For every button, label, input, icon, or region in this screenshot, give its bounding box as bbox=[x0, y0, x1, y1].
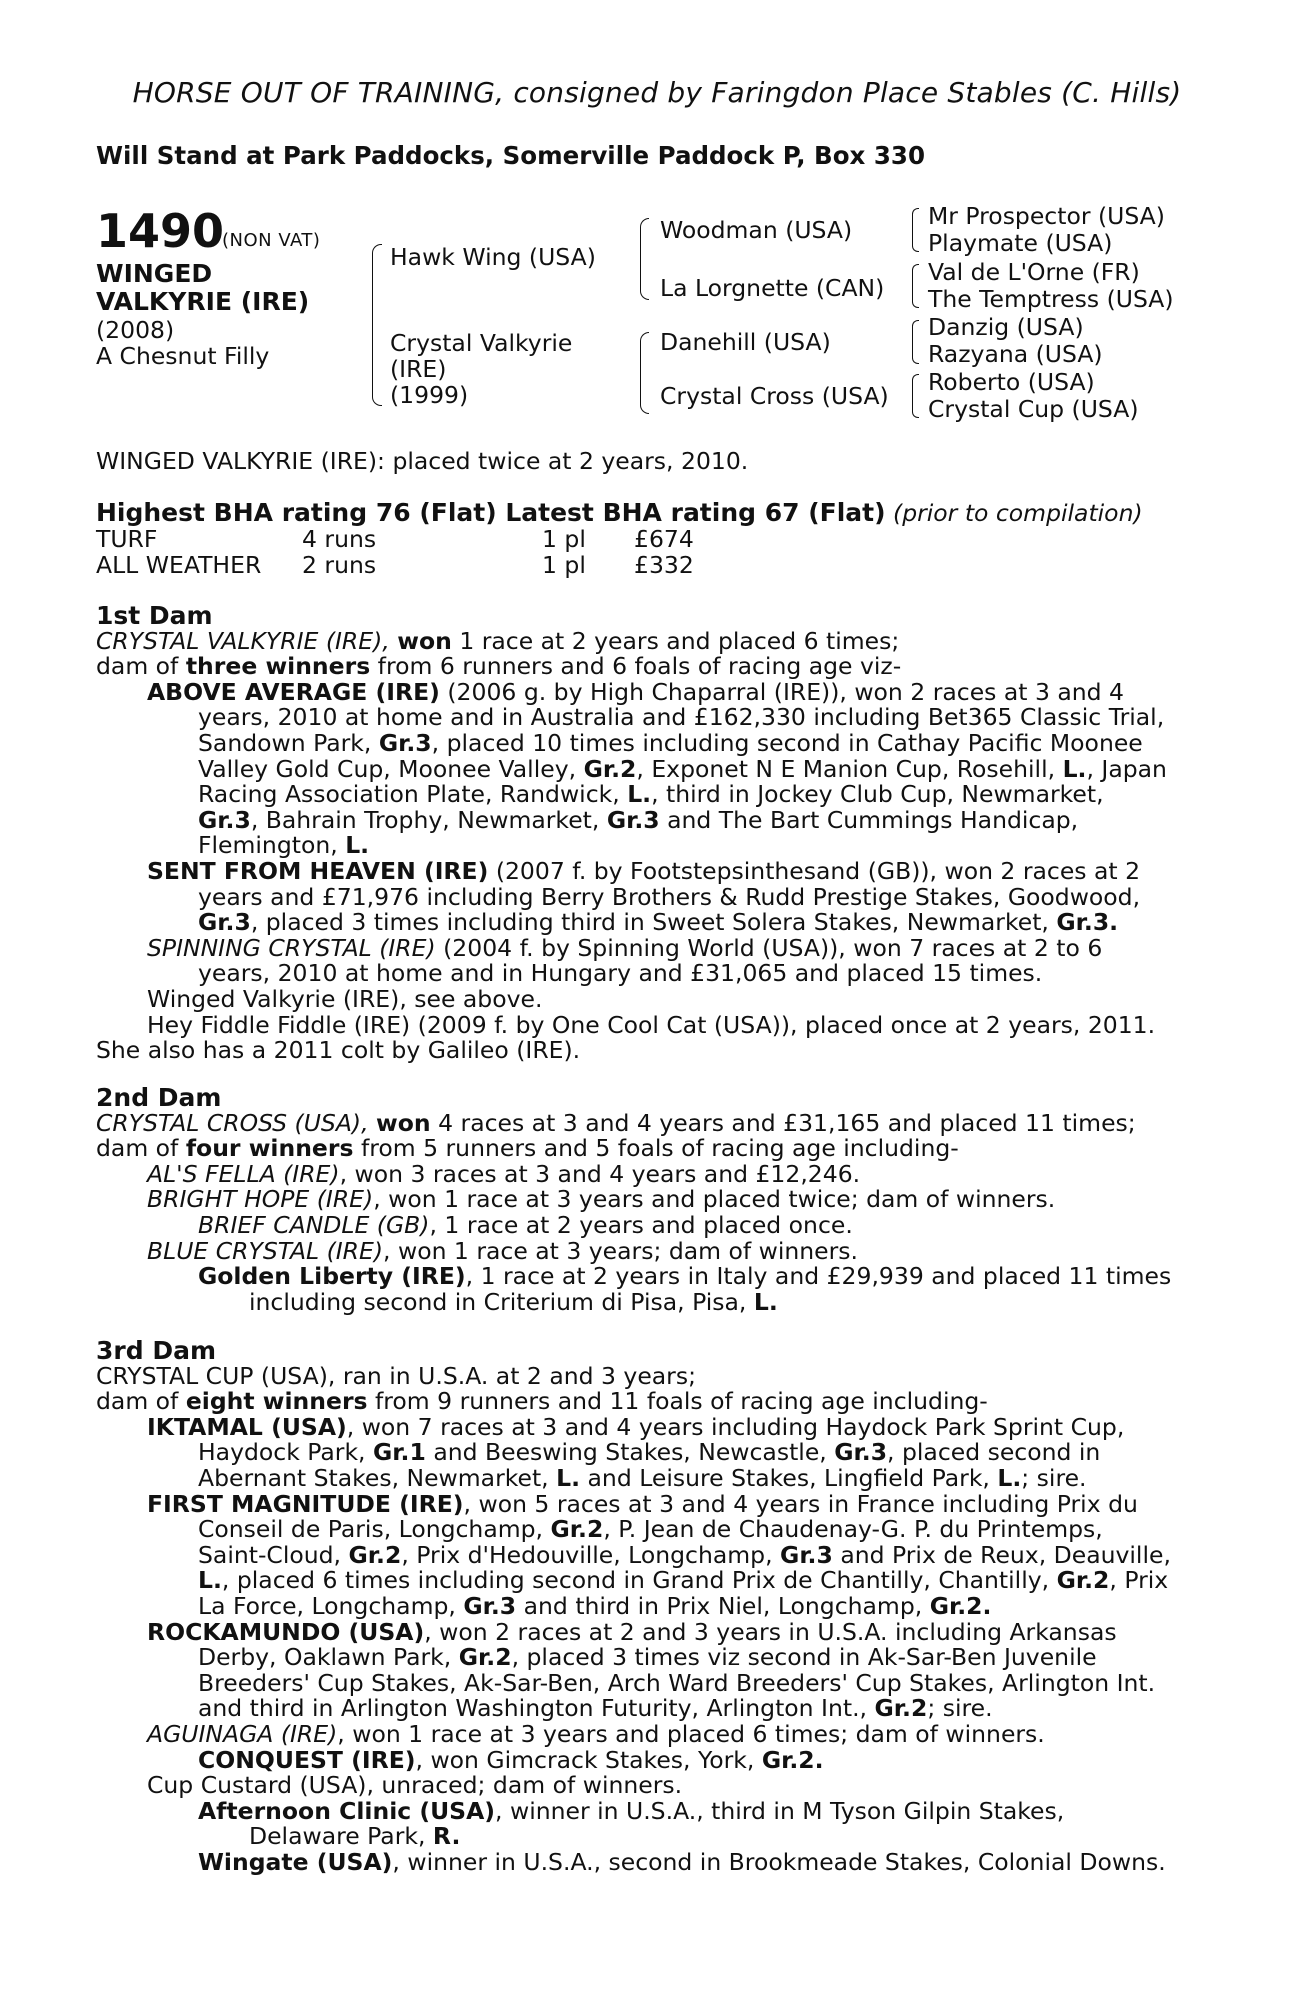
text: , Prix d'Hedouville, Longchamp, bbox=[401, 1540, 773, 1569]
progeny-detail bbox=[96, 728, 1206, 757]
text: (2007 f. by Footstepsinthesand (GB)), won 2 races at 2 bbox=[495, 856, 1141, 885]
text: Valley Gold Cup, Moonee Valley, bbox=[198, 754, 577, 783]
lot-number: 1490 bbox=[96, 204, 225, 258]
progeny-name: SPINNING CRYSTAL (IRE) bbox=[147, 933, 436, 962]
progeny-entry bbox=[96, 1159, 1206, 1188]
horse-name-line1: WINGED bbox=[96, 259, 213, 288]
pedigree-dsd: Razyana (USA) bbox=[928, 340, 1103, 368]
progeny-entry bbox=[96, 1489, 1206, 1518]
text: dam of bbox=[96, 1134, 179, 1163]
text: from 6 runners and 6 foals of racing age viz- bbox=[377, 652, 902, 681]
progeny-name: IKTAMAL (USA) bbox=[147, 1412, 347, 1441]
progeny-entry: Cup Custard (USA), unraced; dam of winners. bbox=[147, 1771, 683, 1800]
dam-name: CRYSTAL CROSS (USA), bbox=[96, 1108, 369, 1137]
progeny-entry: Winged Valkyrie (IRE), see above. bbox=[147, 984, 543, 1013]
pedigree-sss: Mr Prospector (USA) bbox=[928, 202, 1165, 230]
progeny-entry bbox=[96, 856, 1206, 885]
grade: L. bbox=[556, 1463, 581, 1492]
table-row bbox=[96, 527, 694, 553]
text: , won 3 races at 3 and 4 years and £12,246. bbox=[339, 1159, 861, 1188]
winners-count: three winners bbox=[185, 652, 371, 681]
grade: Gr.3 bbox=[834, 1438, 888, 1467]
progeny-name: CONQUEST (IRE) bbox=[198, 1745, 416, 1774]
pedigree-dss: Danzig (USA) bbox=[928, 313, 1084, 341]
text: and third in Prix Niel, Longchamp, bbox=[523, 1591, 923, 1620]
grade: Gr.2 bbox=[458, 1643, 512, 1672]
text: , placed 10 times including second in Cathay Pacific Moonee bbox=[431, 728, 1143, 757]
progeny-detail bbox=[96, 1668, 1206, 1697]
grade: Gr.2 bbox=[583, 754, 637, 783]
progeny-name: AGUINAGA (IRE) bbox=[147, 1719, 338, 1748]
progeny-name: ABOVE AVERAGE (IRE) bbox=[147, 677, 440, 706]
grade: L. bbox=[1062, 754, 1087, 783]
section-heading: 1st Dam bbox=[96, 601, 213, 630]
progeny-name: AL'S FELLA (IRE) bbox=[147, 1159, 340, 1188]
consignor-header: HORSE OUT OF TRAINING, consigned by Faringdon Place Stables (C. Hills) bbox=[132, 76, 1182, 109]
pedigree-ddd: Crystal Cup (USA) bbox=[928, 395, 1139, 423]
progeny-entry bbox=[96, 1187, 1206, 1213]
text: , winner in U.S.A., second in Brookmeade Stakes, Colonial Downs. bbox=[392, 1847, 1166, 1876]
third-dam-section bbox=[96, 1338, 1206, 1875]
bha-ratings bbox=[96, 500, 1206, 527]
text: (2004 f. by Spinning World (USA)), won 7 races at 2 to 6 bbox=[443, 933, 1103, 962]
pedigree-brace bbox=[912, 264, 919, 308]
progeny-name: Golden Liberty (IRE) bbox=[198, 1262, 466, 1291]
text: Derby, Oaklawn Park, bbox=[198, 1643, 452, 1672]
text: , 1 race at 2 years and placed once. bbox=[429, 1210, 853, 1239]
progeny-entry bbox=[96, 1796, 1206, 1825]
progeny-name: ROCKAMUNDO (USA) bbox=[147, 1617, 425, 1646]
first-dam-section bbox=[96, 603, 1206, 1064]
text: dam of bbox=[96, 1387, 179, 1416]
progeny-entry bbox=[96, 933, 1206, 962]
grade: Gr.3. bbox=[1056, 908, 1119, 937]
dam-intro bbox=[96, 626, 1206, 655]
grade: L. bbox=[198, 1566, 222, 1595]
winners-count: four winners bbox=[185, 1134, 354, 1163]
pedigree-brace bbox=[640, 332, 649, 414]
grade: Gr.1 bbox=[373, 1438, 426, 1467]
progeny-detail bbox=[96, 1568, 1206, 1594]
pedigree-brace bbox=[372, 244, 382, 406]
progeny-name: BRIGHT HOPE (IRE) bbox=[147, 1185, 374, 1214]
text: ; sire. bbox=[927, 1694, 993, 1723]
progeny-name: BRIEF CANDLE (GB) bbox=[198, 1210, 430, 1239]
grade: L. bbox=[997, 1463, 1022, 1492]
race-record-table bbox=[96, 527, 694, 578]
bha-rating-text: Highest BHA rating 76 (Flat) Latest BHA rating 67 (Flat) bbox=[96, 498, 886, 527]
progeny-detail bbox=[96, 1696, 1206, 1722]
text: ; sire. bbox=[1021, 1463, 1087, 1492]
grade: Gr.3 bbox=[606, 805, 660, 834]
text: Racing Association Plate, Randwick, bbox=[198, 780, 620, 809]
text: including second in Criterium di Pisa, Pisa, bbox=[249, 1287, 747, 1316]
second-dam-section bbox=[96, 1085, 1206, 1315]
progeny-detail bbox=[96, 1645, 1206, 1671]
progeny-name: Afternoon Clinic (USA) bbox=[198, 1796, 496, 1825]
text: years and £71,976 including Berry Brothers & Rudd Prestige Stakes, Goodwood, bbox=[198, 882, 1141, 911]
progeny-detail bbox=[96, 1517, 1206, 1543]
grade: L. bbox=[345, 831, 370, 860]
text: years, 2010 at home and in Hungary and £31,065 and placed 15 times. bbox=[198, 959, 1043, 988]
won-label: won bbox=[376, 1108, 431, 1137]
placed-cell: 1 pl bbox=[542, 525, 586, 553]
text: and third in Arlington Washington Futurity, Arlington Int., bbox=[198, 1694, 868, 1723]
progeny-detail bbox=[96, 805, 1206, 834]
text: Breeders' Cup Stakes, Ak-Sar-Ben, Arch Ward Breeders' Cup Stakes, Arlington Int. bbox=[198, 1668, 1156, 1697]
text: dam of bbox=[96, 652, 179, 681]
text: (2006 g. by High Chaparral (IRE)), won 2 races at 3 and 4 bbox=[447, 677, 1125, 706]
grade: Gr.2 bbox=[550, 1515, 604, 1544]
text: Saint-Cloud, bbox=[198, 1540, 342, 1569]
foaling-year: (2008) bbox=[96, 316, 175, 344]
grade: L. bbox=[627, 780, 652, 809]
progeny-detail bbox=[96, 1824, 1206, 1850]
text: , P. Jean de Chaudenay-G. P. du Printemps, bbox=[603, 1515, 1103, 1544]
pedigree-dam-sire: Danehill (USA) bbox=[660, 328, 831, 356]
progeny-detail bbox=[96, 1440, 1206, 1466]
text: , won 1 race at 3 years; dam of winners. bbox=[383, 1236, 858, 1265]
dam-intro: CRYSTAL CUP (USA), ran in U.S.A. at 2 and 3 years; bbox=[96, 1361, 697, 1390]
dam-record: 4 races at 3 and 4 years and £31,165 and placed 11 times; bbox=[438, 1108, 1136, 1137]
text: and Prix de Reux, Deauville, bbox=[840, 1540, 1171, 1569]
prize-cell: £332 bbox=[634, 550, 694, 579]
progeny-entry bbox=[96, 1847, 1206, 1876]
text: , placed second in bbox=[887, 1438, 1101, 1467]
text: , Japan bbox=[1086, 754, 1167, 783]
text: , Bahrain Trophy, Newmarket, bbox=[250, 805, 600, 834]
placed-cell: 1 pl bbox=[542, 550, 586, 579]
dam-of-line bbox=[96, 1136, 1206, 1162]
horse-name bbox=[96, 260, 336, 316]
grade: Gr.2. bbox=[929, 1591, 992, 1620]
progeny-entry bbox=[96, 677, 1206, 706]
pedigree-sdd: The Temptress (USA) bbox=[928, 285, 1174, 313]
pedigree-sire-sire: Woodman (USA) bbox=[660, 216, 853, 244]
vat-status: (NON VAT) bbox=[222, 230, 321, 251]
additional-foal: She also has a 2011 colt by Galileo (IRE). bbox=[96, 1036, 581, 1065]
grade: Gr.2 bbox=[348, 1540, 402, 1569]
progeny-entry bbox=[96, 1745, 1206, 1774]
progeny-entry bbox=[96, 1412, 1206, 1441]
text: Flemington, bbox=[198, 831, 338, 860]
text: from 5 runners and 5 foals of racing age including- bbox=[360, 1134, 959, 1163]
text: , won 5 races at 3 and 4 years in France including Prix du bbox=[463, 1489, 1138, 1518]
grade: R. bbox=[432, 1822, 461, 1851]
progeny-name: Wingate (USA) bbox=[198, 1847, 393, 1876]
text: Abernant Stakes, Newmarket, bbox=[198, 1463, 549, 1492]
section-heading: 2nd Dam bbox=[96, 1083, 222, 1112]
table-row bbox=[96, 553, 694, 579]
grade: Gr.3 bbox=[463, 1591, 517, 1620]
progeny-entry bbox=[96, 1719, 1206, 1748]
dam-record: 1 race at 2 years and placed 6 times; bbox=[459, 626, 900, 655]
progeny-detail bbox=[96, 705, 1206, 731]
progeny-name: SENT FROM HEAVEN (IRE) bbox=[147, 856, 489, 885]
progeny-detail bbox=[96, 910, 1206, 936]
stand-location: Will Stand at Park Paddocks, Somerville Paddock P, Box 330 bbox=[96, 141, 926, 170]
text: and Leisure Stakes, Lingfield Park, bbox=[587, 1463, 990, 1492]
progeny-detail bbox=[96, 1591, 1206, 1620]
pedigree-brace bbox=[640, 218, 649, 300]
text: , Prix bbox=[1109, 1566, 1169, 1595]
progeny-entry bbox=[96, 1617, 1206, 1646]
text: years, 2010 at home and in Australia and £162,330 including Bet365 Classic Trial, bbox=[198, 703, 1165, 732]
pedigree-dam-dam: Crystal Cross (USA) bbox=[660, 382, 889, 410]
surface-cell: ALL WEATHER bbox=[96, 550, 262, 579]
progeny-detail bbox=[96, 1463, 1206, 1492]
text: La Force, Longchamp, bbox=[198, 1591, 456, 1620]
dam-of-line bbox=[96, 654, 1206, 680]
progeny-entry bbox=[96, 1264, 1206, 1290]
pedigree-dam-line1: Crystal Valkyrie bbox=[390, 329, 573, 357]
runs-cell: 4 runs bbox=[302, 525, 377, 553]
pedigree-sds: Val de L'Orne (FR) bbox=[928, 258, 1140, 286]
grade: Gr.2 bbox=[874, 1694, 928, 1723]
text: , 1 race at 2 years in Italy and £29,939 and placed 11 times bbox=[465, 1262, 1172, 1291]
text: and The Bart Cummings Handicap, bbox=[667, 805, 1079, 834]
progeny-name: FIRST MAGNITUDE (IRE) bbox=[147, 1489, 464, 1518]
grade: Gr.3 bbox=[780, 1540, 833, 1569]
text: , placed 3 times viz second in Ak-Sar-Ben Juvenile bbox=[511, 1643, 1097, 1672]
grade: Gr.3 bbox=[198, 908, 251, 937]
progeny-detail bbox=[96, 754, 1206, 783]
text: , placed 3 times including third in Sweet Solera Stakes, Newmarket, bbox=[250, 908, 1049, 937]
grade: Gr.2. bbox=[761, 1745, 824, 1774]
text: , won 1 race at 3 years and placed 6 times; dam of winners. bbox=[337, 1719, 1045, 1748]
winners-count: eight winners bbox=[185, 1387, 368, 1416]
section-heading: 3rd Dam bbox=[96, 1336, 216, 1365]
pedigree-brace bbox=[912, 374, 919, 418]
pedigree-sire: Hawk Wing (USA) bbox=[390, 243, 596, 271]
dam-of-line bbox=[96, 1389, 1206, 1415]
runs-cell: 2 runs bbox=[302, 550, 377, 579]
pedigree-dds: Roberto (USA) bbox=[928, 368, 1095, 396]
progeny-detail bbox=[96, 1540, 1206, 1569]
progeny-entry bbox=[96, 1210, 1206, 1239]
horse-description: A Chesnut Filly bbox=[96, 342, 270, 370]
text: from 9 runners and 11 foals of racing age including- bbox=[375, 1387, 988, 1416]
race-summary: WINGED VALKYRIE (IRE): placed twice at 2 years, 2010. bbox=[96, 447, 749, 475]
progeny-detail bbox=[96, 961, 1206, 987]
won-label: won bbox=[397, 626, 452, 655]
progeny-entry bbox=[96, 1236, 1206, 1265]
text: , winner in U.S.A., third in M Tyson Gilpin Stakes, bbox=[495, 1796, 1065, 1825]
prize-cell: £674 bbox=[634, 525, 694, 553]
progeny-entry: Hey Fiddle Fiddle (IRE) (2009 f. by One Cool Cat (USA)), placed once at 2 years, 2011. bbox=[147, 1010, 1156, 1039]
surface-cell: TURF bbox=[96, 525, 158, 553]
progeny-detail bbox=[96, 833, 1206, 859]
grade: Gr.2 bbox=[1056, 1566, 1110, 1595]
text: and Beeswing Stakes, Newcastle, bbox=[433, 1438, 827, 1467]
text: Haydock Park, bbox=[198, 1438, 366, 1467]
grade: Gr.3 bbox=[378, 728, 432, 757]
text: Delaware Park, bbox=[249, 1822, 426, 1851]
text: , won 1 race at 3 years and placed twice; dam of winners. bbox=[373, 1185, 1056, 1214]
text: , third in Jockey Club Cup, Newmarket, bbox=[651, 780, 1104, 809]
progeny-detail bbox=[96, 1287, 1206, 1316]
pedigree-dam-line2: (IRE) bbox=[390, 355, 447, 383]
horse-name-line2: VALKYRIE (IRE) bbox=[96, 287, 310, 316]
text: , won Gimcrack Stakes, York, bbox=[415, 1745, 755, 1774]
text: , Exponet N E Manion Cup, Rosehill, bbox=[636, 754, 1056, 783]
text: , won 2 races at 2 and 3 years in U.S.A. including Arkansas bbox=[424, 1617, 1117, 1646]
pedigree-sire-dam: La Lorgnette (CAN) bbox=[660, 274, 885, 302]
text: Conseil de Paris, Longchamp, bbox=[198, 1515, 544, 1544]
grade: L. bbox=[753, 1287, 778, 1316]
dam-intro bbox=[96, 1108, 1206, 1137]
bha-rating-note: (prior to compilation) bbox=[893, 499, 1143, 527]
text: , won 7 races at 3 and 4 years including Haydock Park Sprint Cup, bbox=[346, 1412, 1125, 1441]
pedigree-brace bbox=[912, 320, 919, 364]
pedigree-dam-line3: (1999) bbox=[390, 381, 469, 409]
progeny-detail bbox=[96, 882, 1206, 911]
text: , placed 6 times including second in Grand Prix de Chantilly, Chantilly, bbox=[221, 1566, 1050, 1595]
pedigree-brace bbox=[912, 208, 919, 252]
progeny-name: BLUE CRYSTAL (IRE) bbox=[147, 1236, 384, 1265]
grade: Gr.3 bbox=[198, 805, 251, 834]
text: Sandown Park, bbox=[198, 728, 372, 757]
pedigree-ssd: Playmate (USA) bbox=[928, 229, 1113, 257]
dam-name: CRYSTAL VALKYRIE (IRE), bbox=[96, 626, 390, 655]
progeny-detail bbox=[96, 782, 1206, 808]
